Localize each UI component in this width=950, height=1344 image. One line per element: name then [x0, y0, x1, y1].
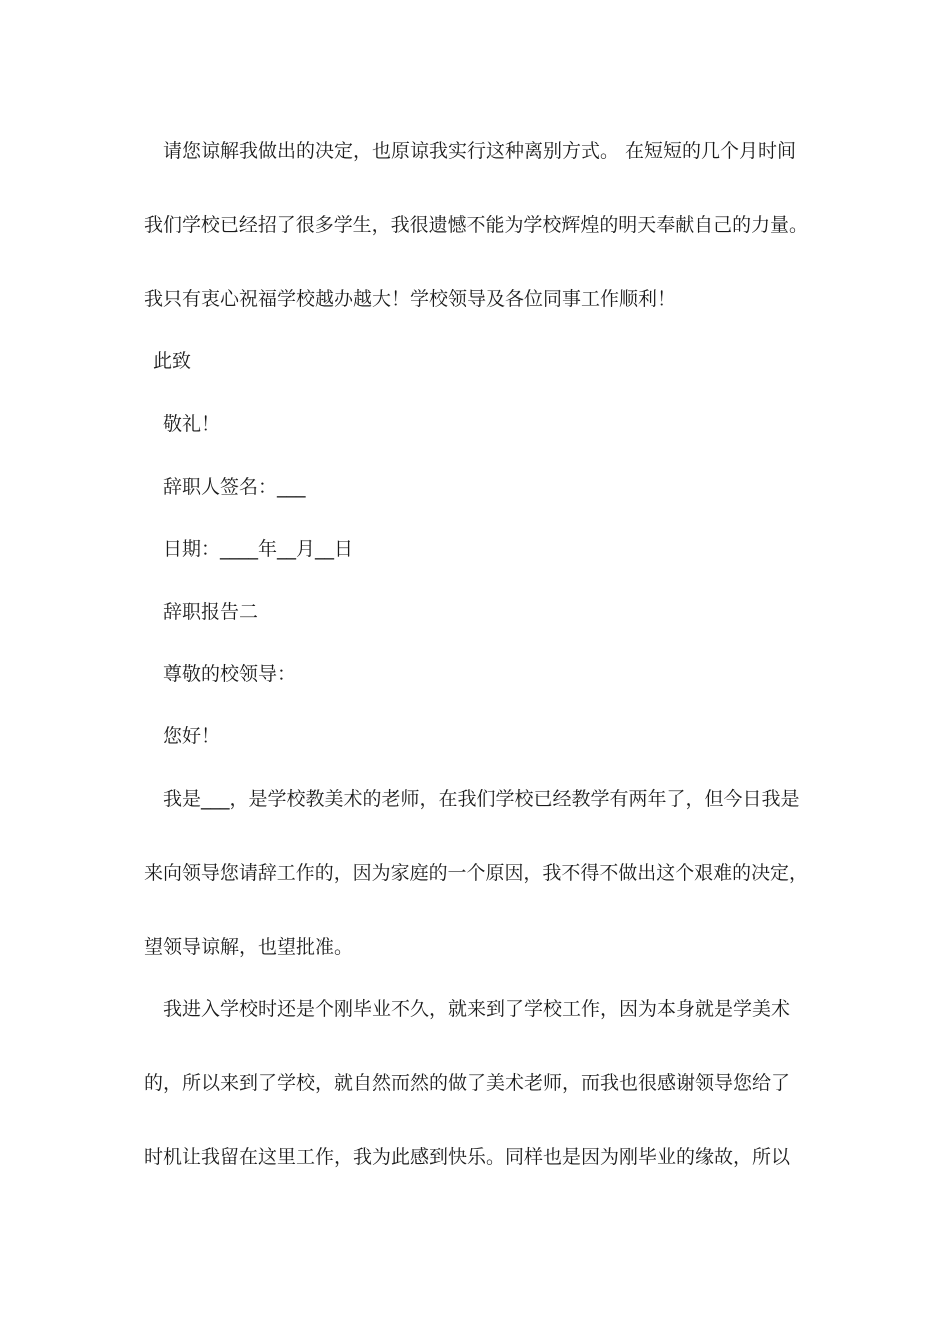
signature-line: 辞职人签名：___	[163, 476, 306, 498]
date-line: 日期：____年__月__日	[163, 538, 354, 560]
paragraph-line: 我们学校已经招了很多学生，我很遗憾不能为学校辉煌的明天奉献自己的力量。	[144, 214, 809, 236]
paragraph-line: 我是___，是学校教美术的老师，在我们学校已经教学有两年了，但今日我是	[163, 788, 800, 810]
paragraph-line: 望领导谅解，也望批准。	[144, 936, 354, 958]
greeting: 您好！	[163, 725, 221, 747]
paragraph-line: 我进入学校时还是个刚毕业不久，就来到了学校工作，因为本身就是学美术	[163, 998, 791, 1020]
paragraph-line: 的，所以来到了学校，就自然而然的做了美术老师，而我也很感谢领导您给了	[144, 1072, 791, 1094]
paragraph-line: 我只有衷心祝福学校越办越大！学校领导及各位同事工作顺利！	[144, 288, 677, 310]
paragraph-line: 请您谅解我做出的决定，也原谅我实行这种离别方式。 在短短的几个月时间	[163, 140, 797, 162]
paragraph-line: 时机让我留在这里工作，我为此感到快乐。同样也是因为刚毕业的缘故，所以	[144, 1146, 791, 1168]
greeting-recipient: 尊敬的校领导：	[163, 663, 297, 685]
closing-regards: 敬礼！	[163, 413, 221, 435]
paragraph-line: 来向领导您请辞工作的，因为家庭的一个原因，我不得不做出这个艰难的决定，	[144, 862, 809, 884]
closing-salutation: 此致	[153, 350, 192, 372]
section-title: 辞职报告二	[163, 601, 259, 623]
